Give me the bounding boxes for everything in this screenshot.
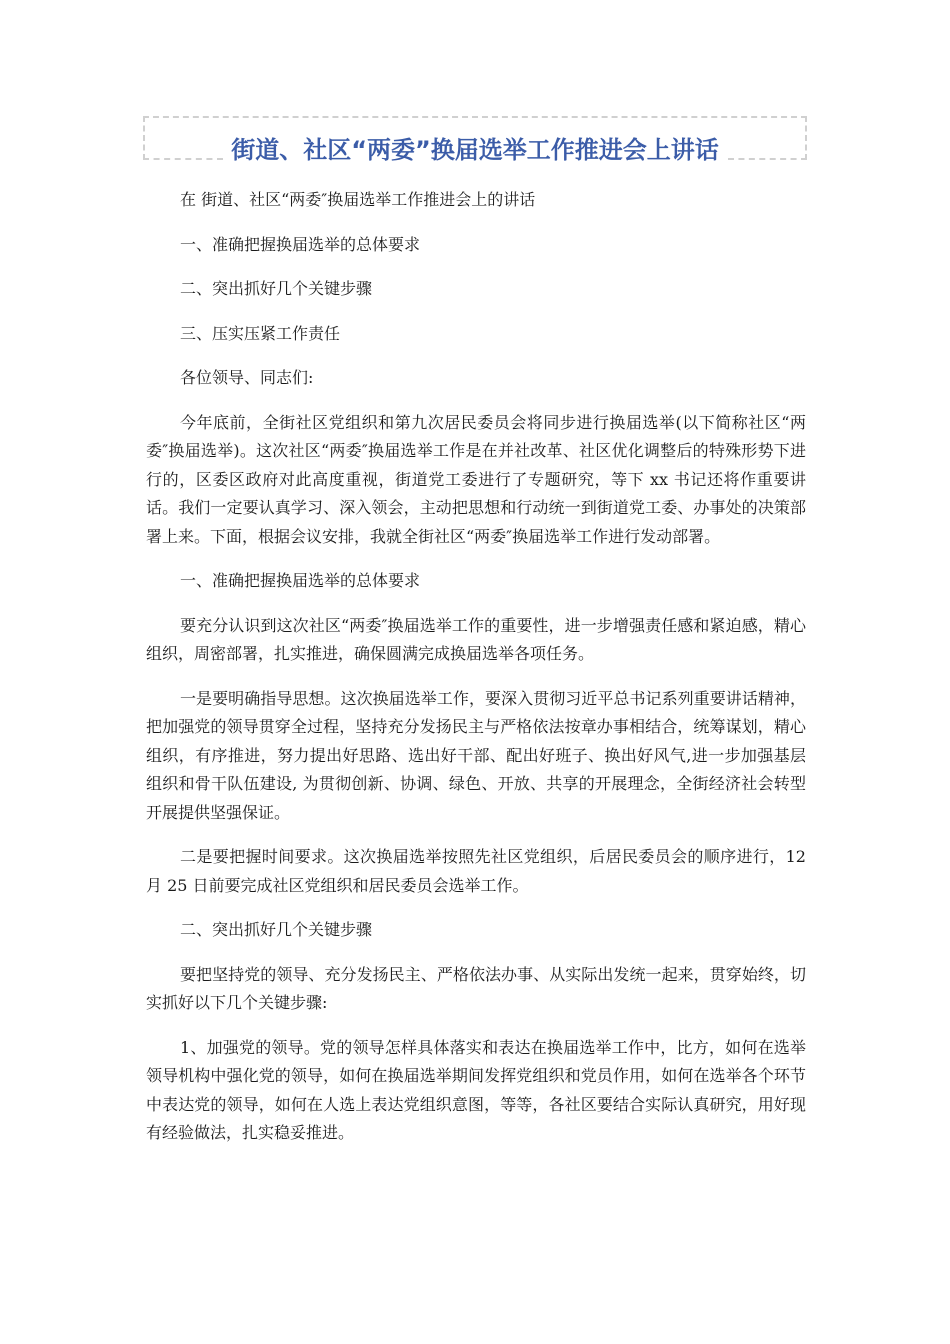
paragraph-subtitle: 在 街道、社区“两委″换届选举工作推进会上的讲话 [180,190,536,209]
paragraph-key-steps: 要把坚持党的领导、充分发扬民主、严格依法办事、从实际出发统一起来，贯穿始终，切实抓好以下几个关键步骤: [146,964,806,1012]
greeting: 各位领导、同志们: [180,368,314,387]
section-heading-2: 二、突出抓好几个关键步骤 [180,920,373,939]
document-title: 街道、社区“两委”换届选举工作推进会上讲话 [231,136,719,164]
paragraph-time-requirement: 二是要把握时间要求。这次换届选举按照先社区党组织，后居民委员会的顺序进行，12 月 25 日前要完成社区党组织和居民委员会选举工作。 [146,847,806,895]
paragraph-requirement: 要充分认识到这次社区“两委″换届选举工作的重要性，进一步增强责任感和紧迫感，精心组织，周密部署，扎实推进，确保圆满完成换届选举各项任务。 [146,615,806,663]
outline-item-3: 三、压实压紧工作责任 [180,323,341,343]
document-body [146,186,806,1164]
outline-item-2: 二、突出抓好几个关键步骤 [180,279,373,298]
outline-item-1: 一、准确把握换届选举的总体要求 [180,234,421,254]
paragraph-guiding-thought: 一是要明确指导思想。这次换届选举工作，要深入贯彻习近平总书记系列重要讲话精神，把加强党的领导贯穿全过程，坚持充分发扬民主与严格依法按章办事相结合，统筹谋划，精心组织，有序推进，努力提出好思路、选出好干部、配出好班子、换出好风气,进一步加强基层组织和骨干队伍建设, 为贯彻创新、协调、绿色、开放、共享的开展理念，全街经济社会转型开展提供坚强保证。 [146,688,806,822]
paragraph-party-leadership: 1、加强党的领导。党的领导怎样具体落实和表达在换届选举工作中，比方，如何在选举领导机构中强化党的领导，如何在换届选举期间发挥党组织和党员作用，如何在选举各个环节中表达党的领导，如何在人选上表达党组织意图，等等，各社区要结合实际认真研究，用好现有经验做法，扎实稳妥推进。 [146,1037,806,1142]
section-heading-1: 一、准确把握换届选举的总体要求 [180,571,421,590]
paragraph-intro: 今年底前，全街社区党组织和第九次居民委员会将同步进行换届选举(以下简称社区“两委″换届选举)。这次社区“两委″换届选举工作是在并社改革、社区优化调整后的特殊形势下进行的，区委区政府对此高度重视，街道党工委进行了专题研究，等下 xx 书记还将作重要讲话。我们一定要认真学习、深入领会，主动把思想和行动统一到街道党工委、办事处的决策部署上来。下面，根据会议安排，我就全街社区“两委″换届选举工作进行发动部署。 [146,412,806,546]
